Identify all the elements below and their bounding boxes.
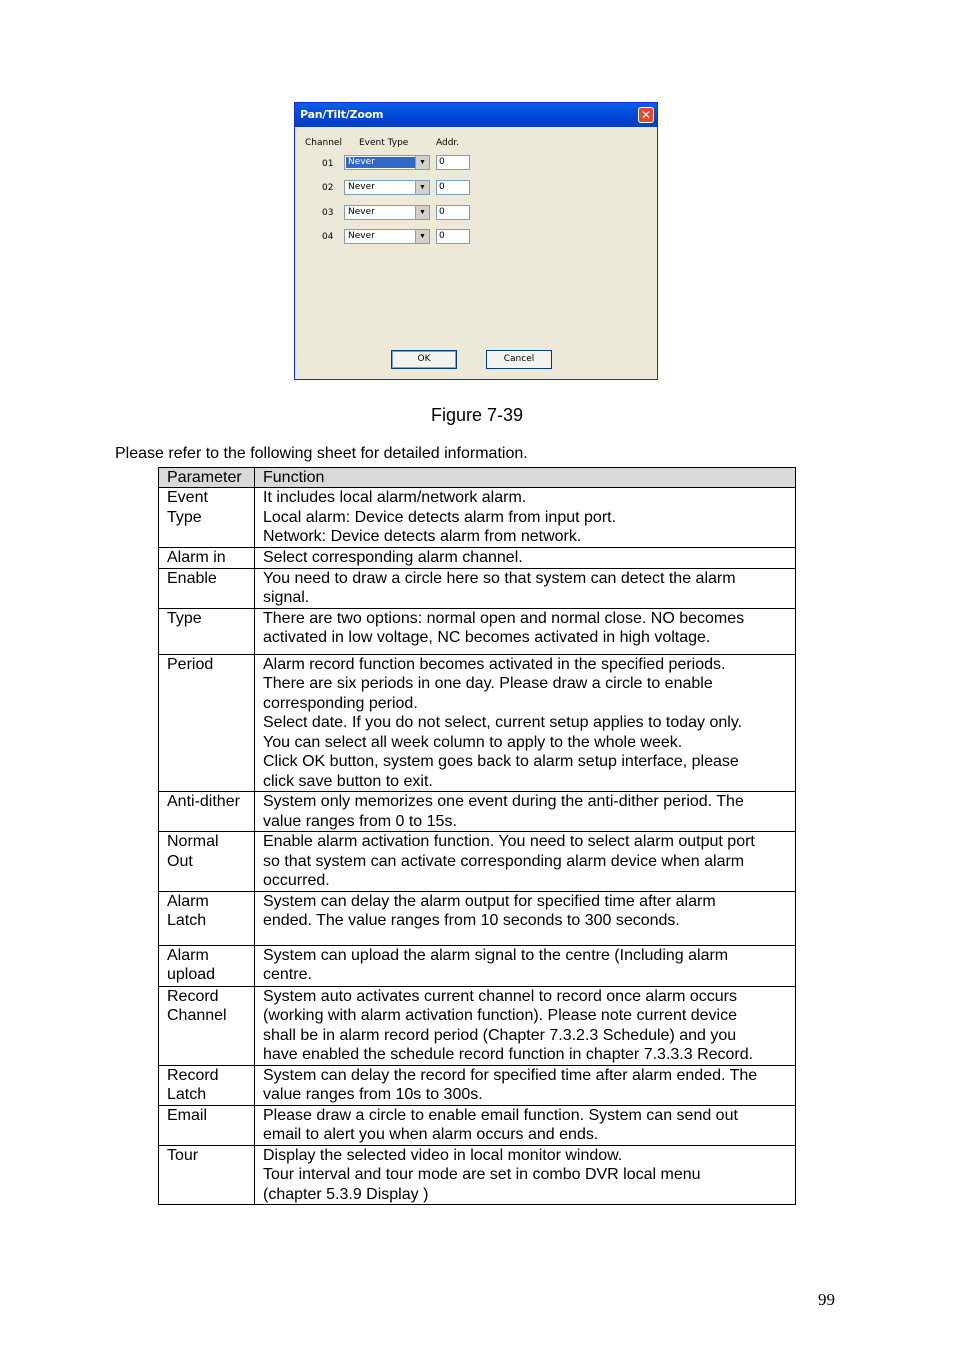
parameter-name: upload — [167, 966, 216, 983]
function-line: There are two options: normal open and normal close. NO becomes — [263, 609, 745, 627]
channel-label: 02 — [322, 183, 334, 193]
function-cell — [255, 1105, 796, 1145]
function-line: Please draw a circle to enable email function. System can send out — [263, 1106, 738, 1124]
parameter-name: Alarm — [167, 892, 209, 910]
parameter-name: Alarm — [167, 946, 209, 964]
function-line: occurred. — [263, 872, 330, 889]
channel-label: 04 — [322, 232, 334, 242]
function-line: System can upload the alarm signal to the centre (Including alarm — [263, 946, 729, 964]
function-line: shall be in alarm record period (Chapter 7.3.2.3 Schedule) and you — [263, 1026, 737, 1044]
table-row — [159, 608, 796, 654]
function-cell — [255, 488, 796, 548]
table-header-row — [159, 468, 796, 488]
table-row — [159, 568, 796, 608]
function-cell — [255, 568, 796, 608]
table-row — [159, 891, 796, 945]
table-row — [159, 986, 796, 1065]
event-type-value: Never — [348, 182, 375, 192]
parameter-cell — [159, 1145, 255, 1205]
parameter-name: Normal — [167, 833, 219, 850]
event-type-value: Never — [348, 231, 375, 241]
addr-input[interactable]: 0 — [436, 229, 470, 244]
parameter-cell — [159, 1065, 255, 1105]
chevron-down-icon[interactable]: ▼ — [415, 230, 429, 243]
function-cell — [255, 891, 796, 945]
parameter-name: Latch — [167, 912, 207, 929]
function-line: Select corresponding alarm channel. — [263, 549, 523, 566]
function-cell — [255, 1065, 796, 1105]
parameter-name: Record — [167, 987, 219, 1005]
parameter-cell — [159, 654, 255, 792]
parameter-table — [158, 467, 796, 1205]
table-row — [159, 832, 796, 892]
parameter-name: Tour — [167, 1146, 199, 1164]
parameter-name: Alarm in — [167, 549, 226, 566]
function-line: email to alert you when alarm occurs and ends. — [263, 1126, 599, 1143]
function-line: Tour interval and tour mode are set in combo DVR local menu — [263, 1166, 701, 1183]
function-line: signal. — [263, 589, 310, 606]
function-line: centre. — [263, 966, 312, 983]
function-line: Alarm record function becomes activated in the specified periods. — [263, 655, 726, 673]
parameter-cell — [159, 488, 255, 548]
parameter-cell — [159, 986, 255, 1065]
page-number: 99 — [818, 1290, 835, 1309]
addr-header: Addr. — [436, 138, 460, 148]
function-line: Click OK button, system goes back to alarm setup interface, please — [263, 753, 739, 770]
column-header: Function — [255, 468, 796, 488]
addr-input[interactable]: 0 — [436, 155, 470, 170]
table-row — [159, 792, 796, 832]
function-line: It includes local alarm/network alarm. — [263, 489, 527, 506]
function-line: You need to draw a circle here so that system can detect the alarm — [263, 569, 736, 587]
function-cell — [255, 792, 796, 832]
parameter-name: Record — [167, 1066, 219, 1084]
parameter-name: Out — [167, 852, 193, 870]
function-line: click save button to exit. — [263, 772, 433, 790]
parameter-name: Event — [167, 489, 208, 506]
function-line: (working with alarm activation function). Please note current device — [263, 1007, 737, 1024]
function-line: corresponding period. — [263, 694, 418, 712]
function-cell — [255, 608, 796, 654]
table-row — [159, 654, 796, 792]
function-line: so that system can activate corresponding alarm device when alarm — [263, 852, 745, 870]
function-line: ended. The value ranges from 10 seconds to 300 seconds. — [263, 912, 680, 929]
parameter-cell — [159, 945, 255, 986]
dialog-title: Pan/Tilt/Zoom — [300, 108, 384, 121]
table-row — [159, 548, 796, 569]
event-type-select[interactable] — [344, 180, 430, 195]
event-type-select[interactable] — [344, 155, 430, 170]
event-type-value: Never — [346, 157, 416, 168]
dialog-titlebar[interactable] — [295, 103, 657, 127]
parameter-name: Type — [167, 508, 202, 526]
parameter-cell — [159, 891, 255, 945]
function-line: Local alarm: Device detects alarm from input port. — [263, 508, 617, 526]
chevron-down-icon[interactable]: ▼ — [415, 181, 429, 194]
close-icon[interactable]: ✕ — [638, 107, 654, 123]
parameter-cell — [159, 568, 255, 608]
function-line: You can select all week column to apply to the whole week. — [263, 733, 683, 751]
column-header: Parameter — [159, 468, 255, 488]
table-row — [159, 945, 796, 986]
parameter-name: Latch — [167, 1086, 207, 1103]
ok-button[interactable]: OK — [391, 350, 457, 369]
chevron-down-icon[interactable]: ▼ — [415, 206, 429, 219]
cancel-button[interactable]: Cancel — [486, 350, 552, 369]
parameter-name: Period — [167, 655, 214, 673]
function-cell — [255, 1145, 796, 1205]
function-cell — [255, 945, 796, 986]
function-line: System can delay the alarm output for specified time after alarm — [263, 892, 716, 910]
function-cell — [255, 986, 796, 1065]
figure-caption: Figure 7-39 — [430, 405, 524, 425]
table-row — [159, 1105, 796, 1145]
parameter-cell — [159, 608, 255, 654]
parameter-cell — [159, 1105, 255, 1145]
function-line: have enabled the schedule record function in chapter 7.3.3.3 Record. — [263, 1046, 754, 1063]
parameter-cell — [159, 792, 255, 832]
parameter-name: Anti-dither — [167, 793, 240, 810]
event-type-header: Event Type — [359, 138, 409, 148]
function-line: System can delay the record for specified time after alarm ended. The — [263, 1066, 758, 1084]
function-line: value ranges from 10s to 300s. — [263, 1086, 483, 1103]
channel-label: 03 — [322, 208, 334, 218]
addr-input[interactable]: 0 — [436, 180, 470, 195]
table-row — [159, 488, 796, 548]
table-row — [159, 1065, 796, 1105]
function-line: (chapter 5.3.9 Display ) — [263, 1185, 429, 1203]
table-row — [159, 1145, 796, 1205]
function-cell — [255, 548, 796, 569]
parameter-name: Enable — [167, 569, 217, 587]
function-cell — [255, 654, 796, 792]
parameter-cell — [159, 548, 255, 569]
ptz-dialog — [294, 102, 658, 380]
chevron-down-icon[interactable]: ▼ — [415, 156, 429, 169]
function-line: Select date. If you do not select, current setup applies to today only. — [263, 714, 743, 731]
addr-input[interactable]: 0 — [436, 205, 470, 220]
parameter-cell — [159, 832, 255, 892]
function-line: Network: Device detects alarm from network. — [263, 528, 582, 545]
parameter-name: Type — [167, 609, 202, 627]
function-line: System auto activates current channel to record once alarm occurs — [263, 987, 737, 1005]
function-line: activated in low voltage, NC becomes activated in high voltage. — [263, 629, 711, 646]
intro-text: Please refer to the following sheet for detailed information. — [115, 445, 528, 462]
event-type-select[interactable] — [344, 229, 430, 244]
function-line: There are six periods in one day. Please draw a circle to enable — [263, 675, 713, 692]
event-type-select[interactable] — [344, 205, 430, 220]
channel-label: 01 — [322, 159, 334, 169]
parameter-name: Email — [167, 1106, 208, 1124]
channel-header: Channel — [305, 138, 342, 148]
function-line: Enable alarm activation function. You need to select alarm output port — [263, 833, 755, 850]
function-line: Display the selected video in local monitor window. — [263, 1146, 623, 1164]
function-line: System only memorizes one event during the anti-dither period. The — [263, 793, 744, 810]
function-cell — [255, 832, 796, 892]
table-body — [159, 488, 796, 1205]
parameter-name: Channel — [167, 1007, 227, 1024]
event-type-value: Never — [348, 207, 375, 217]
function-line: value ranges from 0 to 15s. — [263, 812, 457, 830]
